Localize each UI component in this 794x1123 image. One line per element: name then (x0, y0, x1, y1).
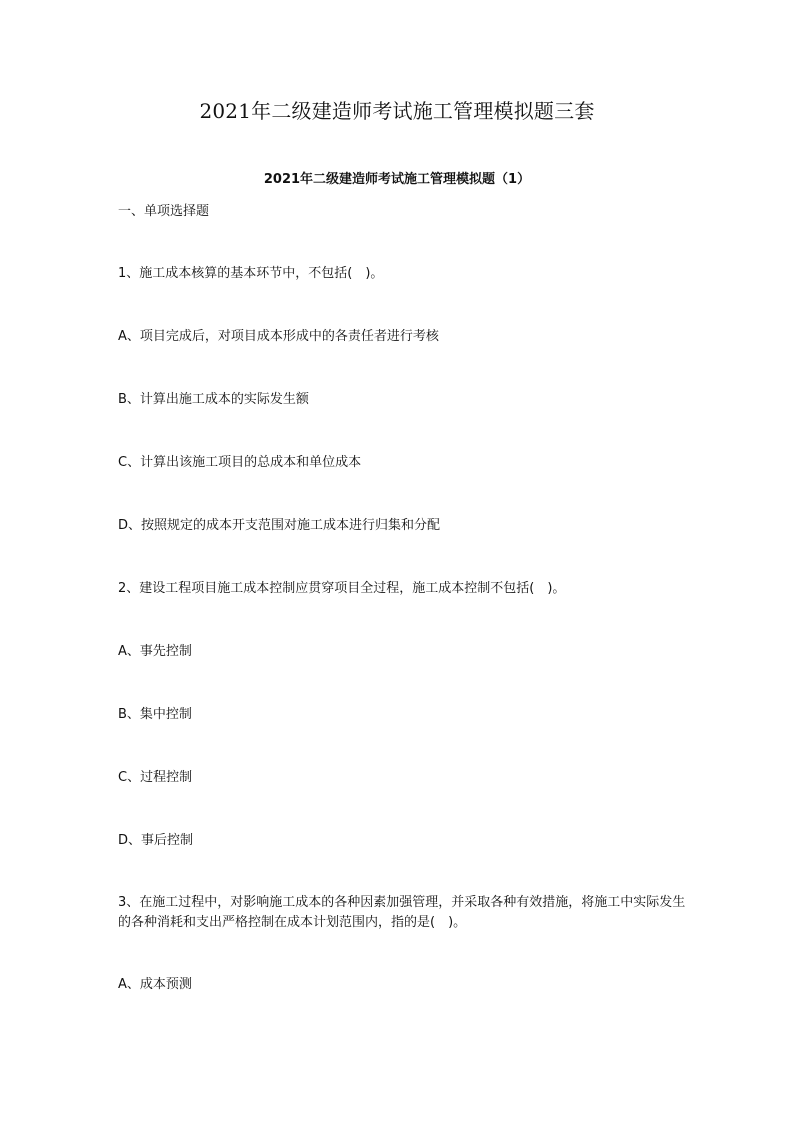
question-2-option-d: D、事后控制 (118, 833, 194, 848)
question-3-option-a: A、成本预测 (118, 977, 192, 992)
question-1-stem: 1、施工成本核算的基本环节中，不包括( )。 (118, 266, 384, 281)
document-title: 2021年二级建造师考试施工管理模拟题三套 (199, 99, 595, 123)
question-2-option-a: A、事先控制 (118, 644, 192, 659)
exam-subtitle: 2021年二级建造师考试施工管理模拟题（1） (263, 172, 531, 187)
question-3-stem: 3、在施工过程中，对影响施工成本的各种因素加强管理，并采取各种有效措施，将施工中实际发生的各种消耗和支出严格控制在成本计划范围内，指的是( )。 (118, 895, 686, 930)
section-heading: 一、单项选择题 (118, 204, 210, 219)
question-2-option-c: C、过程控制 (118, 770, 193, 785)
question-2-option-b: B、集中控制 (118, 707, 192, 722)
question-1-option-d: D、按照规定的成本开支范围对施工成本进行归集和分配 (118, 518, 441, 533)
question-1-option-c: C、计算出该施工项目的总成本和单位成本 (118, 455, 362, 470)
question-2-stem: 2、建设工程项目施工成本控制应贯穿项目全过程，施工成本控制不包括( )。 (118, 581, 566, 596)
question-1-option-b: B、计算出施工成本的实际发生额 (118, 392, 309, 407)
question-1-option-a: A、项目完成后，对项目成本形成中的各责任者进行考核 (118, 329, 439, 344)
